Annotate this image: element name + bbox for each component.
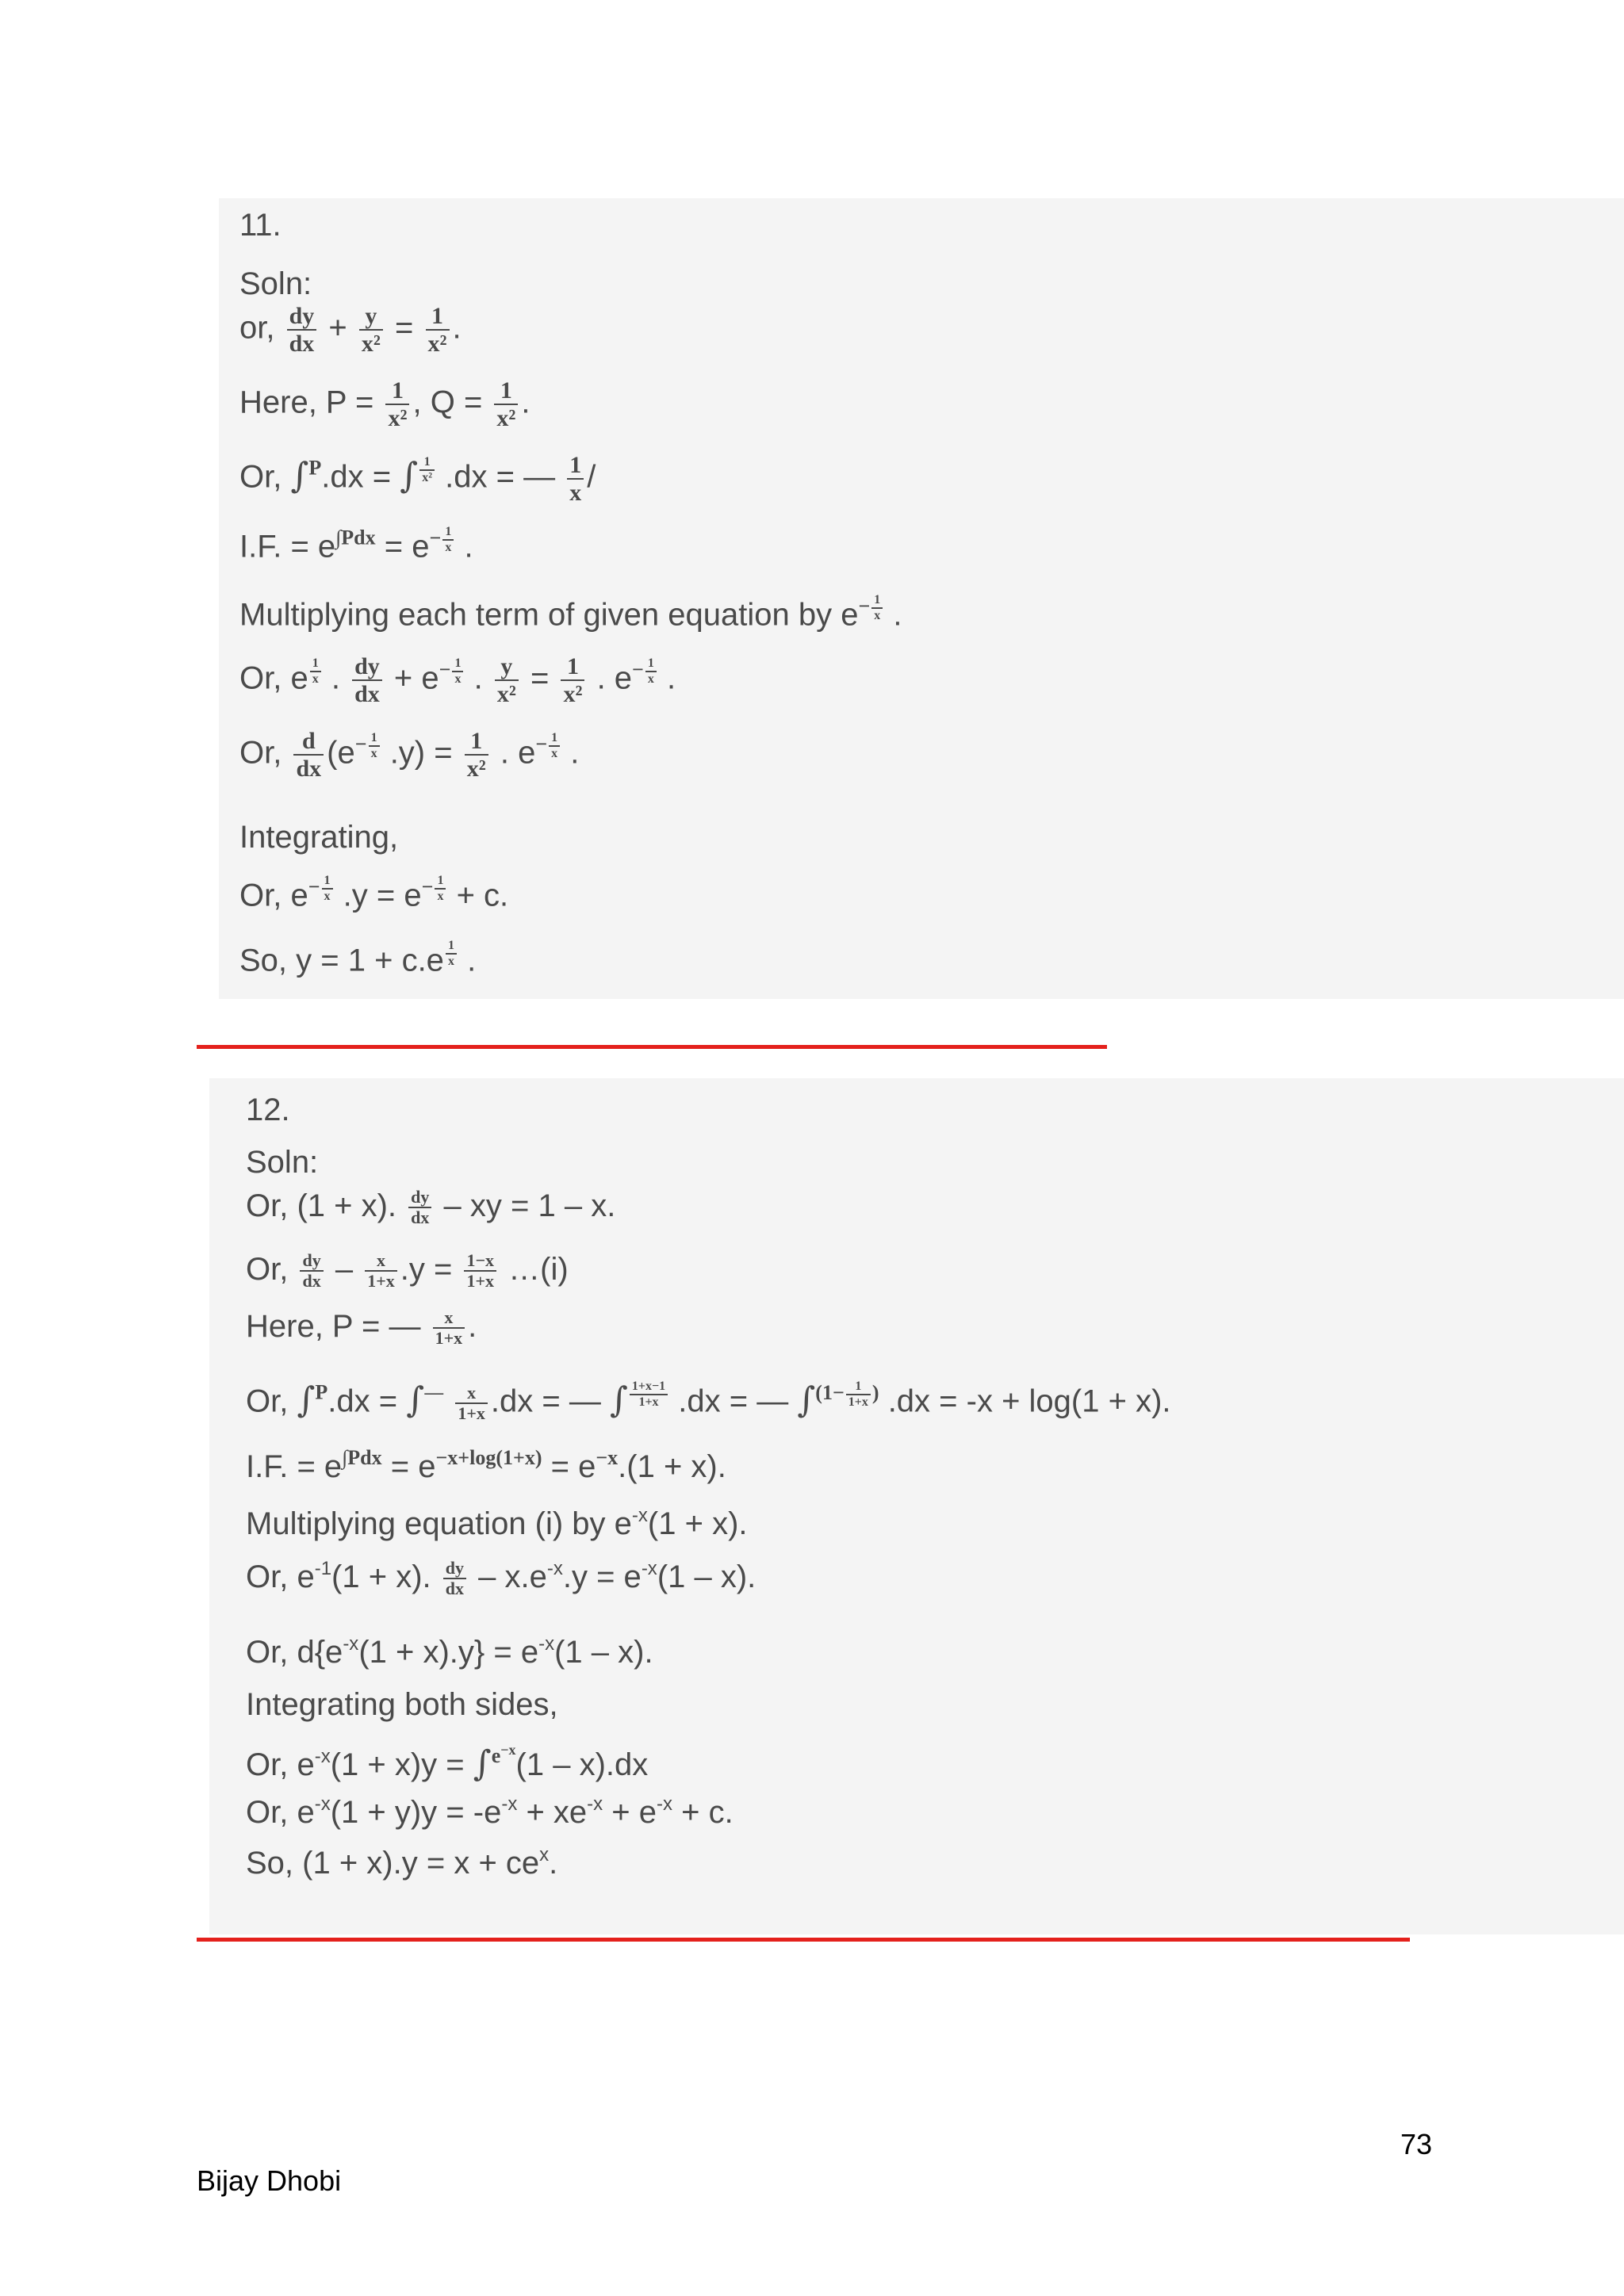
integrating-label: Integrating, bbox=[239, 820, 399, 855]
equation-line: Or, $e^{-x}(1 + x)y = \int^{e^{-x}}(1 - x).dx$ bbox=[246, 1742, 649, 1784]
equation-line: Or, e $^{\frac{1}{x}}$ . $\frac{dy}{dx}$ + $e^{- \frac{1}{x}}$ . $\frac{y}{\text{x²}}$ = $\frac{1}{\text{x²}}$ . $e^{- \frac{1}{x}}$ . bbox=[239, 653, 676, 707]
question-12-panel bbox=[209, 1078, 1624, 1934]
equation-line: I.F. = $e^{\int Pdx} = e^{-x+log(1+x)} = e^{-x}.(1 + x)$. bbox=[246, 1446, 726, 1484]
question-11-panel bbox=[219, 198, 1624, 999]
equation-line: or, $\frac{dy}{dx}$ + $\frac{y}{\text{x²}}$ = $\frac{1}{\text{x²}}$ . bbox=[239, 303, 462, 357]
equation-line: Here, P = $\frac{1}{\text{x²}}$ , Q = $\frac{1}{\text{x²}}$ . bbox=[239, 377, 530, 431]
equation-line: Multiplying each term of given equation by $e^{- \frac{1}{x}}$ . bbox=[239, 593, 902, 633]
equation-line: Or, (1 + x). $\frac{dy}{dx}$ – xy = 1 – x. bbox=[246, 1187, 616, 1228]
integrating-label: Integrating both sides, bbox=[246, 1687, 558, 1722]
equation-line: Or, ∫$^P$.dx = ∫ $^{\frac{1}{\text{x²}}}$ .dx = — $\frac{1}{x}$ / bbox=[239, 452, 596, 506]
section-divider bbox=[197, 1938, 1410, 1942]
equation-line: Here, P = — $\frac{x}{1+x}$ . bbox=[246, 1307, 477, 1349]
equation-line: I.F. = $e^{\int Pdx} = e^{- \frac{1}{x}}$ . bbox=[239, 525, 473, 564]
equation-line: Or, $e^{- \frac{1}{x}}$ $.y = e^{- \frac{1}{x}}$ + c. bbox=[239, 874, 509, 913]
equation-line: Or, $e^{-x}(1 + y)y = -e^{-x} + xe^{-x} + e^{-x} + c$. bbox=[246, 1793, 733, 1830]
question-number: 12. bbox=[246, 1093, 290, 1127]
equation-line: Multiplying equation (i) by $e^{-x}(1 + x)$. bbox=[246, 1505, 748, 1541]
equation-line: So, y = 1 + c.e $^{\frac{1}{x}}$ . bbox=[239, 939, 477, 978]
soln-label: Soln: bbox=[239, 266, 312, 301]
equation-line: Or, $\frac{d}{dx}$ ($e^{- \frac{1}{x}}$ .y) = $\frac{1}{\text{x²}}$ . $e^{- \frac{1}{x}}$ . bbox=[239, 728, 580, 782]
equation-line: Or, $d\{e^{-x}(1 + x).y\} = e^{-x}(1 - x)$. bbox=[246, 1633, 653, 1670]
equation-line: Or, $\frac{dy}{dx}$ – $\frac{x}{1+x}$ .y = $\frac{1-x}{1+x}$ …(i) bbox=[246, 1250, 569, 1292]
page-number: 73 bbox=[1400, 2128, 1433, 2160]
section-divider bbox=[197, 1045, 1107, 1049]
soln-label: Soln: bbox=[246, 1145, 319, 1180]
question-number: 11. bbox=[239, 208, 282, 243]
author-name: Bijay Dhobi bbox=[197, 2164, 342, 2197]
equation-line: Or, ∫$^P$.dx = ∫— $\frac{x}{1+x}$ .dx = — ∫ $^{\frac{1+x-1}{1+x}}$ .dx = — ∫$^{(1- \frac{1}{1+x} )}$ .dx = -x + log(1 + x). bbox=[246, 1380, 1171, 1423]
equation-line: So, $(1 + x).y = x + ce^x$. bbox=[246, 1844, 558, 1881]
equation-line: Or, $e^{-1}(1 + x)$. $\frac{dy}{dx}$ – $x.e^{-x}.y = e^{-x}(1 - x)$. bbox=[246, 1557, 756, 1599]
